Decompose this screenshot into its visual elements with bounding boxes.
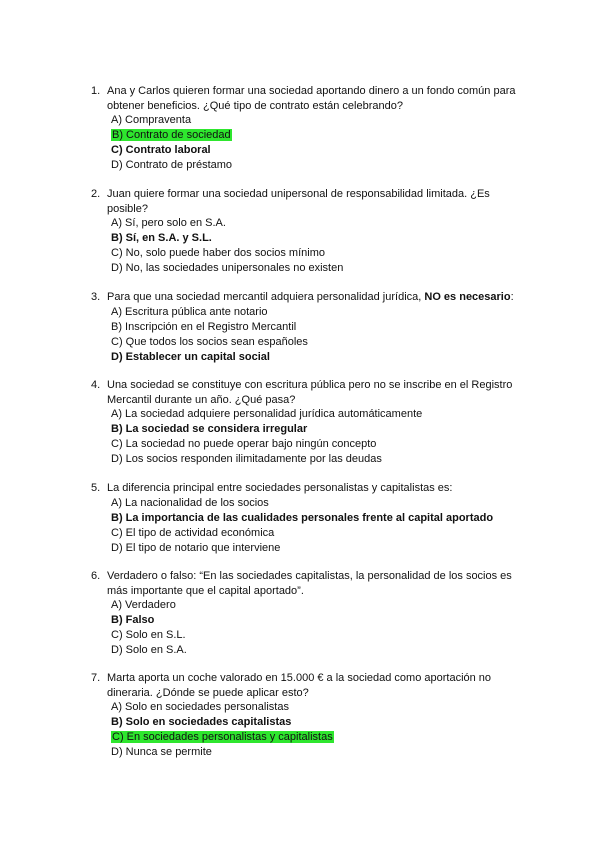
question-text: Marta aporta un coche valorado en 15.000 € a la sociedad como aportación no dineraria. ¿Dónde se puede aplicar esto?: [107, 672, 492, 699]
option-d: D) Establecer un capital social: [111, 351, 270, 363]
question-number: 6.: [91, 570, 101, 582]
question-number: 3.: [91, 291, 101, 303]
option-a: A) Escritura pública ante notario: [111, 306, 268, 318]
option-a: A) La nacionalidad de los socios: [111, 497, 269, 509]
option-a: A) Sí, pero solo en S.A.: [111, 217, 226, 229]
question-number: 1.: [91, 85, 101, 97]
question-text: Una sociedad se constituye con escritura pública pero no se inscribe en el Registro Mercantil durante un año. ¿Qué pasa?: [107, 379, 513, 406]
question-number: 7.: [91, 672, 101, 684]
option-c: C) Contrato laboral: [111, 144, 211, 156]
option-c: C) No, solo puede haber dos socios mínimo: [111, 247, 325, 259]
option-b: B) La importancia de las cualidades personales frente al capital aportado: [111, 512, 494, 524]
option-d: D) Nunca se permite: [111, 746, 212, 758]
question-number: 5.: [91, 482, 101, 494]
option-a: A) Solo en sociedades personalistas: [111, 701, 289, 713]
option-c: C) Que todos los socios sean españoles: [111, 336, 308, 348]
question-text-emphasis: NO es necesario: [424, 291, 511, 303]
option-d: D) Solo en S.A.: [111, 644, 187, 656]
question-text: La diferencia principal entre sociedades personalistas y capitalistas es:: [107, 482, 453, 494]
option-b: [111, 128, 232, 142]
option-a: A) Verdadero: [111, 599, 176, 611]
question-text: [107, 290, 527, 305]
highlighted-answer: B) Contrato de sociedad: [112, 129, 231, 141]
option-a: A) Compraventa: [111, 114, 192, 126]
option-a: A) La sociedad adquiere personalidad jurídica automáticamente: [111, 408, 423, 420]
highlighted-answer: C) En sociedades personalistas y capitalistas: [112, 731, 333, 743]
option-b: B) Falso: [111, 614, 155, 626]
option-b: B) Sí, en S.A. y S.L.: [111, 232, 212, 244]
question-text: Verdadero o falso: “En las sociedades capitalistas, la personalidad de los socios es más importante que el capital aportado”.: [107, 570, 512, 597]
option-c: C) El tipo de actividad económica: [111, 527, 275, 539]
option-d: D) Contrato de préstamo: [111, 159, 233, 171]
question-text: Juan quiere formar una sociedad unipersonal de responsabilidad limitada. ¿Es posible?: [107, 188, 490, 215]
question-number: 2.: [91, 188, 101, 200]
option-b: B) Solo en sociedades capitalistas: [111, 716, 292, 728]
option-d: D) Los socios responden ilimitadamente por las deudas: [111, 453, 382, 465]
option-b: B) La sociedad se considera irregular: [111, 423, 308, 435]
option-d: D) No, las sociedades unipersonales no existen: [111, 262, 344, 274]
question-text-part: Para que una sociedad mercantil adquiera personalidad jurídica,: [107, 291, 425, 303]
option-c: [111, 730, 334, 744]
question-number: 4.: [91, 379, 101, 391]
question-text-part: :: [510, 291, 514, 303]
option-c: C) Solo en S.L.: [111, 629, 186, 641]
option-c: C) La sociedad no puede operar bajo ningún concepto: [111, 438, 377, 450]
question-text: Ana y Carlos quieren formar una sociedad aportando dinero a un fondo común para obtener beneficios. ¿Qué tipo de contrato están celebrando?: [107, 85, 516, 112]
option-b: B) Inscripción en el Registro Mercantil: [111, 321, 297, 333]
option-d: D) El tipo de notario que interviene: [111, 542, 281, 554]
